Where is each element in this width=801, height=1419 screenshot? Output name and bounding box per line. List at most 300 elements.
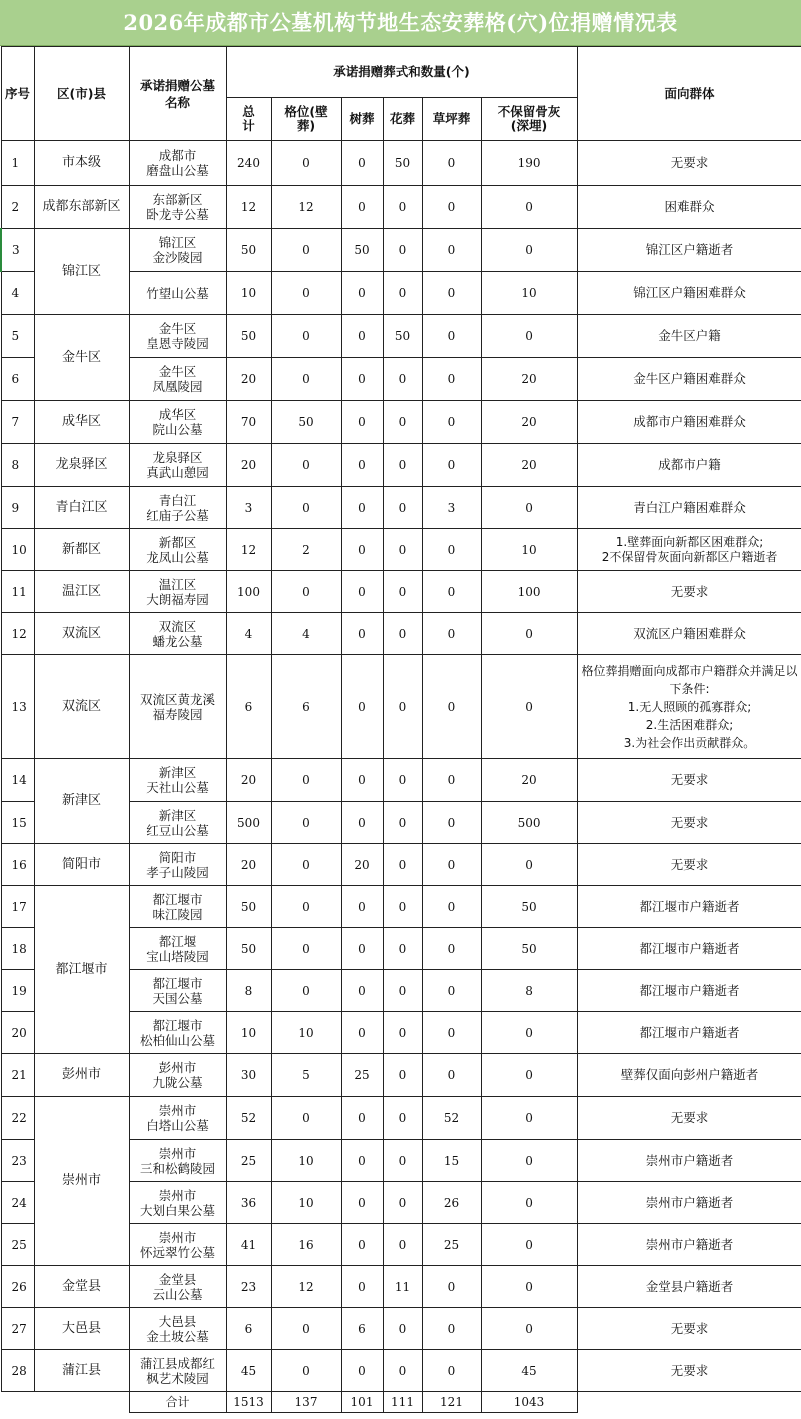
row-scatter[interactable]: 10	[481, 529, 577, 571]
row-scatter[interactable]: 0	[481, 229, 577, 272]
row-cemetery[interactable]: 双流区 蟠龙公墓	[129, 613, 226, 655]
row-audience[interactable]: 格位葬捐赠面向成都市户籍群众并满足以下条件: 1.无人照顾的孤寡群众; 2.生活困难群众; 3.为社会作出贡献群众。	[577, 655, 801, 759]
row-cemetery[interactable]: 龙泉驿区 真武山憩园	[129, 444, 226, 487]
row-scatter[interactable]: 45	[481, 1350, 577, 1392]
row-niche[interactable]: 0	[271, 229, 341, 272]
row-audience[interactable]: 都江堰市户籍逝者	[577, 886, 801, 928]
row-lawn[interactable]: 0	[422, 802, 481, 844]
row-total[interactable]: 100	[226, 571, 271, 613]
row-scatter[interactable]: 0	[481, 315, 577, 358]
row-total[interactable]: 6	[226, 655, 271, 759]
row-audience[interactable]: 无要求	[577, 844, 801, 886]
row-cemetery[interactable]: 双流区黄龙溪 福寿陵园	[129, 655, 226, 759]
row-scatter[interactable]: 0	[481, 1266, 577, 1308]
row-tree[interactable]: 0	[341, 1012, 383, 1054]
row-lawn[interactable]: 0	[422, 1266, 481, 1308]
row-scatter[interactable]: 0	[481, 1308, 577, 1350]
totals-lawn[interactable]: 121	[422, 1392, 481, 1413]
row-flower[interactable]: 0	[383, 358, 422, 401]
row-scatter[interactable]: 0	[481, 1012, 577, 1054]
row-district[interactable]: 崇州市	[34, 1097, 129, 1266]
row-scatter[interactable]: 0	[481, 1097, 577, 1140]
row-tree[interactable]: 0	[341, 1140, 383, 1182]
row-flower[interactable]: 0	[383, 444, 422, 487]
row-total[interactable]: 20	[226, 759, 271, 802]
row-total[interactable]: 20	[226, 844, 271, 886]
row-seq[interactable]: 13	[1, 655, 34, 759]
header-niche[interactable]: 格位(壁葬)	[271, 98, 341, 141]
row-niche[interactable]: 0	[271, 141, 341, 186]
row-flower[interactable]: 50	[383, 141, 422, 186]
row-flower[interactable]: 0	[383, 1012, 422, 1054]
row-lawn[interactable]: 0	[422, 1054, 481, 1097]
row-scatter[interactable]: 8	[481, 970, 577, 1012]
row-audience[interactable]: 青白江户籍困难群众	[577, 487, 801, 529]
row-niche[interactable]: 0	[271, 571, 341, 613]
row-scatter[interactable]: 50	[481, 928, 577, 970]
row-audience[interactable]: 无要求	[577, 571, 801, 613]
row-lawn[interactable]: 0	[422, 358, 481, 401]
header-flower[interactable]: 花葬	[383, 98, 422, 141]
row-flower[interactable]: 50	[383, 315, 422, 358]
row-total[interactable]: 45	[226, 1350, 271, 1392]
row-cemetery[interactable]: 简阳市 孝子山陵园	[129, 844, 226, 886]
row-tree[interactable]: 0	[341, 970, 383, 1012]
row-total[interactable]: 36	[226, 1182, 271, 1224]
row-audience[interactable]: 双流区户籍困难群众	[577, 613, 801, 655]
row-cemetery[interactable]: 温江区 大朗福寿园	[129, 571, 226, 613]
row-total[interactable]: 50	[226, 315, 271, 358]
row-tree[interactable]: 0	[341, 272, 383, 315]
row-scatter[interactable]: 20	[481, 401, 577, 444]
row-tree[interactable]: 0	[341, 186, 383, 229]
row-lawn[interactable]: 52	[422, 1097, 481, 1140]
row-seq[interactable]: 24	[1, 1182, 34, 1224]
row-flower[interactable]: 0	[383, 1224, 422, 1266]
totals-scatter[interactable]: 1043	[481, 1392, 577, 1413]
row-seq[interactable]: 9	[1, 487, 34, 529]
row-tree[interactable]: 0	[341, 529, 383, 571]
row-total[interactable]: 6	[226, 1308, 271, 1350]
header-row-1	[1, 47, 801, 98]
row-flower[interactable]: 0	[383, 401, 422, 444]
row-district[interactable]: 都江堰市	[34, 886, 129, 1054]
row-seq[interactable]: 11	[1, 571, 34, 613]
row-district[interactable]: 龙泉驿区	[34, 444, 129, 487]
row-niche[interactable]: 0	[271, 970, 341, 1012]
row-tree[interactable]: 0	[341, 1266, 383, 1308]
row-cemetery[interactable]: 金堂县 云山公墓	[129, 1266, 226, 1308]
row-tree[interactable]: 20	[341, 844, 383, 886]
totals-row	[1, 1392, 801, 1413]
row-cemetery[interactable]: 都江堰市 天国公墓	[129, 970, 226, 1012]
row-lawn[interactable]: 0	[422, 1012, 481, 1054]
row-audience[interactable]: 崇州市户籍逝者	[577, 1140, 801, 1182]
row-seq[interactable]: 18	[1, 928, 34, 970]
row-total[interactable]: 10	[226, 1012, 271, 1054]
row-total[interactable]: 3	[226, 487, 271, 529]
totals-label[interactable]: 合计	[129, 1392, 226, 1413]
row-district[interactable]: 双流区	[34, 613, 129, 655]
row-lawn[interactable]: 0	[422, 229, 481, 272]
row-total[interactable]: 50	[226, 928, 271, 970]
row-total[interactable]: 50	[226, 229, 271, 272]
row-seq[interactable]: 7	[1, 401, 34, 444]
row-flower[interactable]: 0	[383, 186, 422, 229]
table-row	[1, 444, 801, 487]
row-niche[interactable]: 16	[271, 1224, 341, 1266]
row-cemetery[interactable]: 大邑县 金土坡公墓	[129, 1308, 226, 1350]
row-district[interactable]: 成都东部新区	[34, 186, 129, 229]
row-audience[interactable]: 1.壁葬面向新都区困难群众; 2不保留骨灰面向新都区户籍逝者	[577, 529, 801, 571]
row-district[interactable]: 成华区	[34, 401, 129, 444]
row-niche[interactable]: 0	[271, 1308, 341, 1350]
row-flower[interactable]: 0	[383, 229, 422, 272]
totals-spacer	[1, 1392, 129, 1413]
totals-flower[interactable]: 111	[383, 1392, 422, 1413]
row-total[interactable]: 70	[226, 401, 271, 444]
row-seq[interactable]: 25	[1, 1224, 34, 1266]
row-tree[interactable]: 25	[341, 1054, 383, 1097]
row-total[interactable]: 30	[226, 1054, 271, 1097]
row-niche[interactable]: 0	[271, 759, 341, 802]
row-flower[interactable]: 0	[383, 1182, 422, 1224]
row-cemetery[interactable]: 彭州市 九陇公墓	[129, 1054, 226, 1097]
row-niche[interactable]: 4	[271, 613, 341, 655]
row-flower[interactable]: 0	[383, 529, 422, 571]
row-lawn[interactable]: 0	[422, 529, 481, 571]
row-seq[interactable]: 4	[1, 272, 34, 315]
row-lawn[interactable]: 26	[422, 1182, 481, 1224]
totals-total[interactable]: 1513	[226, 1392, 271, 1413]
row-total[interactable]: 12	[226, 186, 271, 229]
row-niche[interactable]: 10	[271, 1182, 341, 1224]
row-lawn[interactable]: 25	[422, 1224, 481, 1266]
row-audience[interactable]: 金牛区户籍困难群众	[577, 358, 801, 401]
header-seq[interactable]: 序号	[1, 47, 34, 141]
row-flower[interactable]: 0	[383, 844, 422, 886]
row-district[interactable]: 新都区	[34, 529, 129, 571]
table-row	[1, 759, 801, 802]
row-district[interactable]: 大邑县	[34, 1308, 129, 1350]
row-niche[interactable]: 2	[271, 529, 341, 571]
row-scatter[interactable]: 0	[481, 186, 577, 229]
row-total[interactable]: 500	[226, 802, 271, 844]
row-niche[interactable]: 0	[271, 444, 341, 487]
row-flower[interactable]: 11	[383, 1266, 422, 1308]
row-seq[interactable]: 23	[1, 1140, 34, 1182]
row-flower[interactable]: 0	[383, 1054, 422, 1097]
row-niche[interactable]: 0	[271, 886, 341, 928]
totals-tree[interactable]: 101	[341, 1392, 383, 1413]
row-scatter[interactable]: 0	[481, 655, 577, 759]
row-tree[interactable]: 0	[341, 141, 383, 186]
row-seq[interactable]: 17	[1, 886, 34, 928]
row-tree[interactable]: 0	[341, 1350, 383, 1392]
row-cemetery[interactable]: 崇州市 三和松鹤陵园	[129, 1140, 226, 1182]
row-audience[interactable]: 壁葬仅面向彭州户籍逝者	[577, 1054, 801, 1097]
row-tree[interactable]: 6	[341, 1308, 383, 1350]
row-lawn[interactable]: 0	[422, 759, 481, 802]
row-lawn[interactable]: 15	[422, 1140, 481, 1182]
row-cemetery[interactable]: 东部新区 卧龙寺公墓	[129, 186, 226, 229]
row-lawn[interactable]: 0	[422, 886, 481, 928]
row-tree[interactable]: 0	[341, 1224, 383, 1266]
header-district[interactable]: 区(市)县	[34, 47, 129, 141]
row-district[interactable]: 新津区	[34, 759, 129, 844]
row-cemetery[interactable]: 新津区 天社山公墓	[129, 759, 226, 802]
row-seq[interactable]: 1	[1, 141, 34, 186]
header-scatter[interactable]: 不保留骨灰(深埋)	[481, 98, 577, 141]
row-niche[interactable]: 10	[271, 1012, 341, 1054]
row-cemetery[interactable]: 都江堰 宝山塔陵园	[129, 928, 226, 970]
row-lawn[interactable]: 0	[422, 315, 481, 358]
row-audience[interactable]: 锦江区户籍逝者	[577, 229, 801, 272]
row-niche[interactable]: 0	[271, 802, 341, 844]
row-audience[interactable]: 金牛区户籍	[577, 315, 801, 358]
row-niche[interactable]: 0	[271, 487, 341, 529]
row-tree[interactable]: 0	[341, 315, 383, 358]
row-cemetery[interactable]: 蒲江县成都红 枫艺术陵园	[129, 1350, 226, 1392]
row-audience[interactable]: 成都市户籍	[577, 444, 801, 487]
row-audience[interactable]: 无要求	[577, 1350, 801, 1392]
row-tree[interactable]: 0	[341, 759, 383, 802]
row-seq[interactable]: 6	[1, 358, 34, 401]
row-seq[interactable]: 22	[1, 1097, 34, 1140]
row-scatter[interactable]: 500	[481, 802, 577, 844]
totals-niche[interactable]: 137	[271, 1392, 341, 1413]
row-scatter[interactable]: 100	[481, 571, 577, 613]
row-audience[interactable]: 无要求	[577, 802, 801, 844]
row-cemetery[interactable]: 崇州市 怀远翠竹公墓	[129, 1224, 226, 1266]
row-total[interactable]: 20	[226, 358, 271, 401]
row-cemetery[interactable]: 青白江 红庙子公墓	[129, 487, 226, 529]
row-tree[interactable]: 0	[341, 655, 383, 759]
row-tree[interactable]: 0	[341, 358, 383, 401]
row-lawn[interactable]: 0	[422, 444, 481, 487]
row-lawn[interactable]: 0	[422, 401, 481, 444]
table-row	[1, 886, 801, 928]
row-total[interactable]: 41	[226, 1224, 271, 1266]
row-scatter[interactable]: 50	[481, 886, 577, 928]
row-scatter[interactable]: 0	[481, 1224, 577, 1266]
header-forms-group[interactable]: 承诺捐赠葬式和数量(个)	[226, 47, 577, 98]
row-flower[interactable]: 0	[383, 970, 422, 1012]
row-scatter[interactable]: 190	[481, 141, 577, 186]
row-tree[interactable]: 0	[341, 487, 383, 529]
header-lawn[interactable]: 草坪葬	[422, 98, 481, 141]
row-total[interactable]: 25	[226, 1140, 271, 1182]
row-niche[interactable]: 0	[271, 928, 341, 970]
row-cemetery[interactable]: 金牛区 凤凰陵园	[129, 358, 226, 401]
row-total[interactable]: 10	[226, 272, 271, 315]
row-tree[interactable]: 0	[341, 1182, 383, 1224]
row-audience[interactable]: 崇州市户籍逝者	[577, 1224, 801, 1266]
row-scatter[interactable]: 20	[481, 358, 577, 401]
row-seq[interactable]: 2	[1, 186, 34, 229]
row-seq[interactable]: 12	[1, 613, 34, 655]
row-lawn[interactable]: 0	[422, 1308, 481, 1350]
row-tree[interactable]: 0	[341, 1097, 383, 1140]
row-tree[interactable]: 0	[341, 571, 383, 613]
row-audience[interactable]: 无要求	[577, 1308, 801, 1350]
table-row	[1, 655, 801, 759]
row-tree[interactable]: 0	[341, 613, 383, 655]
row-scatter[interactable]: 0	[481, 487, 577, 529]
row-seq[interactable]: 20	[1, 1012, 34, 1054]
row-seq[interactable]: 26	[1, 1266, 34, 1308]
row-niche[interactable]: 0	[271, 1097, 341, 1140]
row-cemetery[interactable]: 锦江区 金沙陵园	[129, 229, 226, 272]
row-audience[interactable]: 都江堰市户籍逝者	[577, 928, 801, 970]
row-total[interactable]: 4	[226, 613, 271, 655]
row-district[interactable]: 温江区	[34, 571, 129, 613]
row-district[interactable]: 双流区	[34, 655, 129, 759]
row-niche[interactable]: 0	[271, 272, 341, 315]
row-audience[interactable]: 都江堰市户籍逝者	[577, 1012, 801, 1054]
row-seq[interactable]: 21	[1, 1054, 34, 1097]
row-cemetery[interactable]: 成华区 院山公墓	[129, 401, 226, 444]
row-flower[interactable]: 0	[383, 1097, 422, 1140]
row-district[interactable]: 简阳市	[34, 844, 129, 886]
row-district[interactable]: 金堂县	[34, 1266, 129, 1308]
row-lawn[interactable]: 0	[422, 655, 481, 759]
row-audience[interactable]: 都江堰市户籍逝者	[577, 970, 801, 1012]
header-total[interactable]: 总计	[226, 98, 271, 141]
row-seq[interactable]: 10	[1, 529, 34, 571]
row-cemetery[interactable]: 都江堰市 味江陵园	[129, 886, 226, 928]
row-tree[interactable]: 0	[341, 886, 383, 928]
row-niche[interactable]: 10	[271, 1140, 341, 1182]
row-lawn[interactable]: 0	[422, 571, 481, 613]
header-audience[interactable]: 面向群体	[577, 47, 801, 141]
row-district[interactable]: 彭州市	[34, 1054, 129, 1097]
row-cemetery[interactable]: 都江堰市 松柏仙山公墓	[129, 1012, 226, 1054]
row-cemetery[interactable]: 新都区 龙凤山公墓	[129, 529, 226, 571]
row-lawn[interactable]: 0	[422, 970, 481, 1012]
row-scatter[interactable]: 20	[481, 759, 577, 802]
row-district[interactable]: 金牛区	[34, 315, 129, 401]
row-flower[interactable]: 0	[383, 571, 422, 613]
row-flower[interactable]: 0	[383, 759, 422, 802]
row-flower[interactable]: 0	[383, 1350, 422, 1392]
row-lawn[interactable]: 0	[422, 272, 481, 315]
row-lawn[interactable]: 0	[422, 1350, 481, 1392]
row-seq[interactable]: 8	[1, 444, 34, 487]
row-scatter[interactable]: 0	[481, 844, 577, 886]
row-audience[interactable]: 无要求	[577, 759, 801, 802]
row-niche[interactable]: 0	[271, 844, 341, 886]
row-cemetery[interactable]: 竹望山公墓	[129, 272, 226, 315]
row-audience[interactable]: 锦江区户籍困难群众	[577, 272, 801, 315]
table-row	[1, 487, 801, 529]
row-flower[interactable]: 0	[383, 272, 422, 315]
row-cemetery[interactable]: 崇州市 大划白果公墓	[129, 1182, 226, 1224]
row-niche[interactable]: 0	[271, 358, 341, 401]
row-seq[interactable]: 14	[1, 759, 34, 802]
row-scatter[interactable]: 0	[481, 1054, 577, 1097]
row-total[interactable]: 12	[226, 529, 271, 571]
row-lawn[interactable]: 3	[422, 487, 481, 529]
row-seq[interactable]: 5	[1, 315, 34, 358]
row-lawn[interactable]: 0	[422, 186, 481, 229]
row-district[interactable]: 锦江区	[34, 229, 129, 315]
row-niche[interactable]: 6	[271, 655, 341, 759]
row-niche[interactable]: 12	[271, 1266, 341, 1308]
row-niche[interactable]: 0	[271, 315, 341, 358]
row-total[interactable]: 20	[226, 444, 271, 487]
header-cemetery[interactable]: 承诺捐赠公墓名称	[129, 47, 226, 141]
row-niche[interactable]: 12	[271, 186, 341, 229]
row-audience[interactable]: 无要求	[577, 1097, 801, 1140]
row-district[interactable]: 市本级	[34, 141, 129, 186]
row-district[interactable]: 蒲江县	[34, 1350, 129, 1392]
row-flower[interactable]: 0	[383, 487, 422, 529]
row-seq[interactable]: 28	[1, 1350, 34, 1392]
row-tree[interactable]: 0	[341, 928, 383, 970]
row-flower[interactable]: 0	[383, 613, 422, 655]
row-audience[interactable]: 无要求	[577, 141, 801, 186]
row-tree[interactable]: 0	[341, 444, 383, 487]
row-total[interactable]: 8	[226, 970, 271, 1012]
row-lawn[interactable]: 0	[422, 141, 481, 186]
row-scatter[interactable]: 0	[481, 1182, 577, 1224]
row-cemetery[interactable]: 金牛区 皇恩寺陵园	[129, 315, 226, 358]
row-scatter[interactable]: 10	[481, 272, 577, 315]
row-flower[interactable]: 0	[383, 1308, 422, 1350]
row-total[interactable]: 50	[226, 886, 271, 928]
row-flower[interactable]: 0	[383, 655, 422, 759]
row-tree[interactable]: 50	[341, 229, 383, 272]
row-cemetery[interactable]: 崇州市 白塔山公墓	[129, 1097, 226, 1140]
row-lawn[interactable]: 0	[422, 613, 481, 655]
row-lawn[interactable]: 0	[422, 928, 481, 970]
row-scatter[interactable]: 0	[481, 1140, 577, 1182]
row-total[interactable]: 23	[226, 1266, 271, 1308]
row-seq[interactable]: 19	[1, 970, 34, 1012]
row-scatter[interactable]: 20	[481, 444, 577, 487]
table-row	[1, 1097, 801, 1140]
row-seq[interactable]: 16	[1, 844, 34, 886]
row-flower[interactable]: 0	[383, 886, 422, 928]
row-district[interactable]: 青白江区	[34, 487, 129, 529]
row-audience[interactable]: 金堂县户籍逝者	[577, 1266, 801, 1308]
row-flower[interactable]: 0	[383, 802, 422, 844]
row-cemetery[interactable]: 成都市 磨盘山公墓	[129, 141, 226, 186]
row-scatter[interactable]: 0	[481, 613, 577, 655]
row-lawn[interactable]: 0	[422, 844, 481, 886]
header-tree[interactable]: 树葬	[341, 98, 383, 141]
row-niche[interactable]: 5	[271, 1054, 341, 1097]
row-seq[interactable]: 15	[1, 802, 34, 844]
row-total[interactable]: 240	[226, 141, 271, 186]
row-cemetery[interactable]: 新津区 红豆山公墓	[129, 802, 226, 844]
row-flower[interactable]: 0	[383, 928, 422, 970]
row-flower[interactable]: 0	[383, 1140, 422, 1182]
row-seq[interactable]: 27	[1, 1308, 34, 1350]
row-audience[interactable]: 困难群众	[577, 186, 801, 229]
row-tree[interactable]: 0	[341, 401, 383, 444]
table-row	[1, 613, 801, 655]
row-tree[interactable]: 0	[341, 802, 383, 844]
row-niche[interactable]: 0	[271, 1350, 341, 1392]
table-row	[1, 844, 801, 886]
row-niche[interactable]: 50	[271, 401, 341, 444]
row-audience[interactable]: 崇州市户籍逝者	[577, 1182, 801, 1224]
row-seq[interactable]: 3	[1, 229, 34, 272]
row-total[interactable]: 52	[226, 1097, 271, 1140]
row-audience[interactable]: 成都市户籍困难群众	[577, 401, 801, 444]
